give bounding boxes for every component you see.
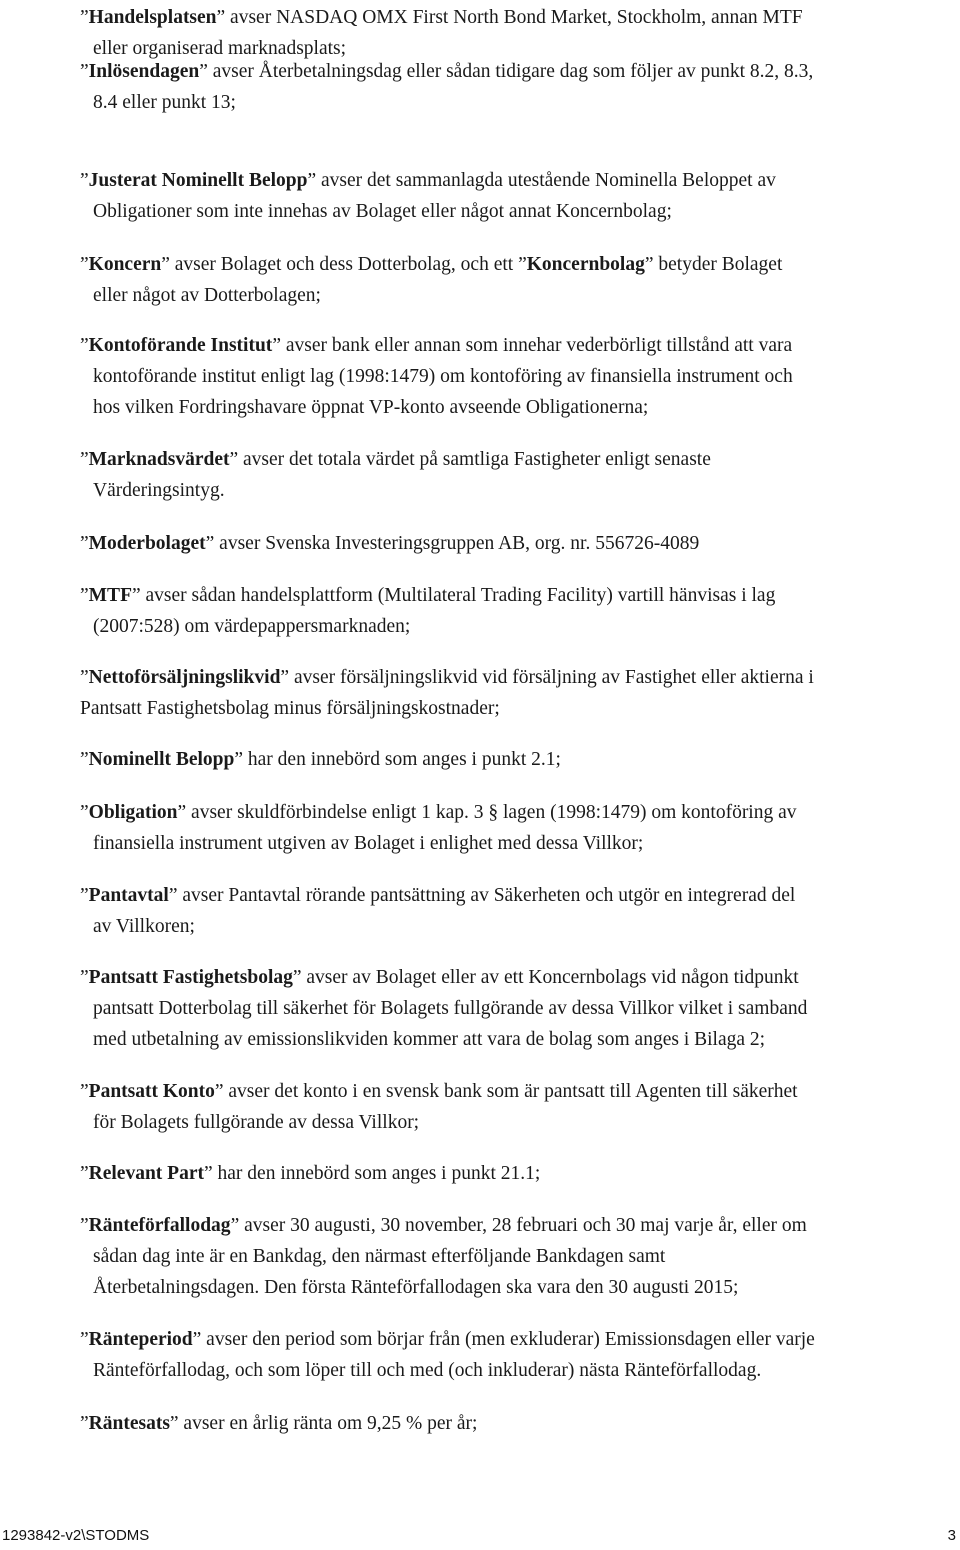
- definition-item: [0, 249, 782, 311]
- definition-item: [0, 1076, 798, 1138]
- definition-line: [0, 165, 776, 196]
- definition-text: ” avser det konto i en svensk bank som är pantsatt till Agenten till säkerhet: [214, 1081, 798, 1102]
- quote-mark: ”: [80, 749, 89, 770]
- definition-item: [0, 528, 699, 559]
- definition-text: Pantsatt Fastighetsbolag minus försäljningskostnader;: [80, 698, 500, 719]
- quote-mark: ”: [80, 533, 89, 554]
- defined-term: Pantavtal: [88, 885, 169, 906]
- definition-text: Återbetalningsdagen. Den första Ränteförfallodagen ska vara den 30 augusti 2015;: [93, 1277, 739, 1298]
- quote-mark: ”: [80, 1081, 89, 1102]
- definition-item: [0, 444, 711, 506]
- definition-text: (2007:528) om värdepappersmarknaden;: [93, 616, 411, 637]
- definition-line: [0, 1355, 815, 1386]
- page-number: 3: [947, 1527, 956, 1544]
- definition-line: [0, 693, 814, 724]
- quote-mark: ”: [80, 449, 89, 470]
- definition-line: [0, 911, 795, 942]
- definition-line: [0, 962, 807, 993]
- defined-term: Nominellt Belopp: [88, 749, 235, 770]
- definition-text: 8.4 eller punkt 13;: [93, 92, 236, 113]
- definition-line: [0, 880, 795, 911]
- definition-item: [0, 330, 793, 423]
- defined-term: Moderbolaget: [88, 533, 206, 554]
- definition-line: [0, 475, 711, 506]
- definition-text: för Bolagets fullgörande av dessa Villkor;: [93, 1112, 420, 1133]
- definition-line: [0, 1324, 815, 1355]
- defined-term: MTF: [88, 585, 132, 606]
- definition-item: [0, 1210, 807, 1303]
- definition-text: ” avser 30 augusti, 30 november, 28 februari och 30 maj varje år, eller om: [230, 1215, 807, 1236]
- definition-line: [0, 580, 775, 611]
- definition-line: [0, 444, 711, 475]
- definition-text: ” avser Pantavtal rörande pantsättning av Säkerheten och utgör en integrerad del: [168, 885, 796, 906]
- definition-text: ” avser av Bolaget eller av ett Koncernbolags vid någon tidpunkt: [292, 967, 799, 988]
- quote-mark: ”: [80, 1215, 89, 1236]
- definition-text: ” avser bank eller annan som innehar vederbörligt tillstånd att vara: [272, 335, 793, 356]
- definition-line: [0, 611, 775, 642]
- defined-term: Kontoförande Institut: [88, 335, 273, 356]
- quote-mark: ”: [80, 802, 89, 823]
- definition-text: Ränteförfallodag, och som löper till och med (och inkluderar) nästa Ränteförfallodag.: [93, 1360, 762, 1381]
- definition-item: [0, 797, 797, 859]
- definition-text: hos vilken Fordringshavare öppnat VP-konto avseende Obligationerna;: [93, 397, 649, 418]
- definition-text: ” avser det totala värdet på samtliga Fastigheter enligt senaste: [229, 449, 711, 470]
- definition-line: [0, 1076, 798, 1107]
- definition-line: [0, 2, 803, 33]
- definition-text: ” avser NASDAQ OMX First North Bond Market, Stockholm, annan MTF: [216, 7, 803, 28]
- definition-line: [0, 828, 797, 859]
- definition-line: [0, 1408, 477, 1439]
- definition-text: eller organiserad marknadsplats;: [93, 38, 347, 59]
- definition-item: [0, 56, 813, 118]
- quote-mark: ”: [80, 61, 89, 82]
- definition-text: eller något av Dotterbolagen;: [93, 285, 321, 306]
- definition-text: ” avser en årlig ränta om 9,25 % per år;: [169, 1413, 478, 1434]
- defined-term: Relevant Part: [88, 1163, 204, 1184]
- definition-line: [0, 1158, 540, 1189]
- definition-item: [0, 165, 776, 227]
- quote-mark: ”: [80, 1413, 89, 1434]
- definition-text: pantsatt Dotterbolag till säkerhet för Bolagets fullgörande av dessa Villkor vilket i samband: [93, 998, 808, 1019]
- defined-term: Räntesats: [88, 1413, 170, 1434]
- defined-term: Handelsplatsen: [88, 7, 217, 28]
- definition-text: Obligationer som inte innehas av Bolaget eller något annat Koncernbolag;: [93, 201, 672, 222]
- definition-item: [0, 1408, 477, 1439]
- quote-mark: ”: [80, 585, 89, 606]
- definition-text: ” avser försäljningslikvid vid försäljning av Fastighet eller aktierna i: [280, 667, 814, 688]
- definition-text: ” avser skuldförbindelse enligt 1 kap. 3 § lagen (1998:1479) om kontoföring av: [177, 802, 797, 823]
- definition-text: ” avser Bolaget och dess Dotterbolag, och ett ”: [161, 254, 527, 275]
- definition-line: [0, 330, 793, 361]
- defined-term: Nettoförsäljningslikvid: [88, 667, 281, 688]
- defined-term: Justerat Nominellt Belopp: [88, 170, 308, 191]
- definition-text: ” avser Återbetalningsdag eller sådan tidigare dag som följer av punkt 8.2, 8.3,: [199, 61, 814, 82]
- definition-item: [0, 2, 803, 64]
- definition-line: [0, 1024, 807, 1055]
- definition-line: [0, 196, 776, 227]
- defined-term: Marknadsvärdet: [88, 449, 230, 470]
- definition-line: [0, 797, 797, 828]
- quote-mark: ”: [80, 1329, 89, 1350]
- definition-line: [0, 662, 814, 693]
- definition-line: [0, 392, 793, 423]
- quote-mark: ”: [80, 170, 89, 191]
- quote-mark: ”: [80, 885, 89, 906]
- definition-line: [0, 56, 813, 87]
- quote-mark: ”: [80, 967, 89, 988]
- definition-text: sådan dag inte är en Bankdag, den närmast efterföljande Bankdagen samt: [93, 1246, 666, 1267]
- definition-text: ” har den innebörd som anges i punkt 2.1;: [234, 749, 561, 770]
- defined-term: Koncern: [88, 254, 162, 275]
- definition-text: finansiella instrument utgiven av Bolaget i enlighet med dessa Villkor;: [93, 833, 644, 854]
- definition-item: [0, 880, 795, 942]
- definition-text: ” avser den period som börjar från (men exkluderar) Emissionsdagen eller varje: [192, 1329, 815, 1350]
- quote-mark: ”: [80, 667, 89, 688]
- definition-line: [0, 361, 793, 392]
- defined-term: Ränteförfallodag: [88, 1215, 231, 1236]
- definition-line: [0, 1241, 807, 1272]
- quote-mark: ”: [80, 254, 89, 275]
- quote-mark: ”: [80, 7, 89, 28]
- definition-item: [0, 1158, 540, 1189]
- definition-item: [0, 962, 807, 1055]
- definition-line: [0, 993, 807, 1024]
- definition-text: ” avser sådan handelsplattform (Multilateral Trading Facility) vartill hänvisas i lag: [131, 585, 776, 606]
- definition-text: ” avser det sammanlagda utestående Nominella Beloppet av: [307, 170, 776, 191]
- definition-item: [0, 744, 561, 775]
- definition-text: ” avser Svenska Investeringsgruppen AB, org. nr. 556726-4089: [205, 533, 700, 554]
- definition-item: [0, 662, 814, 724]
- defined-term: Pantsatt Konto: [88, 1081, 215, 1102]
- definition-text: ” betyder Bolaget: [644, 254, 783, 275]
- definition-line: [0, 1210, 807, 1241]
- defined-term: Ränteperiod: [88, 1329, 193, 1350]
- definition-line: [0, 280, 782, 311]
- definition-line: [0, 1272, 807, 1303]
- definition-text: av Villkoren;: [93, 916, 195, 937]
- page-footer: [0, 1527, 960, 1549]
- document-reference: 1293842-v2\STODMS: [2, 1527, 150, 1544]
- definition-text: kontoförande institut enligt lag (1998:1479) om kontoföring av finansiella instrument och: [93, 366, 793, 387]
- definition-text: ” har den innebörd som anges i punkt 21.1;: [204, 1163, 541, 1184]
- defined-term: Inlösendagen: [88, 61, 200, 82]
- quote-mark: ”: [80, 335, 89, 356]
- definition-line: [0, 249, 782, 280]
- defined-term: Obligation: [88, 802, 178, 823]
- definition-line: [0, 1107, 798, 1138]
- definition-line: [0, 87, 813, 118]
- definition-line: [0, 528, 699, 559]
- defined-term: Koncernbolag: [526, 254, 645, 275]
- definition-item: [0, 580, 775, 642]
- definition-line: [0, 744, 561, 775]
- definition-text: med utbetalning av emissionslikviden kommer att vara de bolag som anges i Bilaga 2;: [93, 1029, 766, 1050]
- definition-item: [0, 1324, 815, 1386]
- defined-term: Pantsatt Fastighetsbolag: [88, 967, 293, 988]
- definition-text: Värderingsintyg.: [93, 480, 225, 501]
- quote-mark: ”: [80, 1163, 89, 1184]
